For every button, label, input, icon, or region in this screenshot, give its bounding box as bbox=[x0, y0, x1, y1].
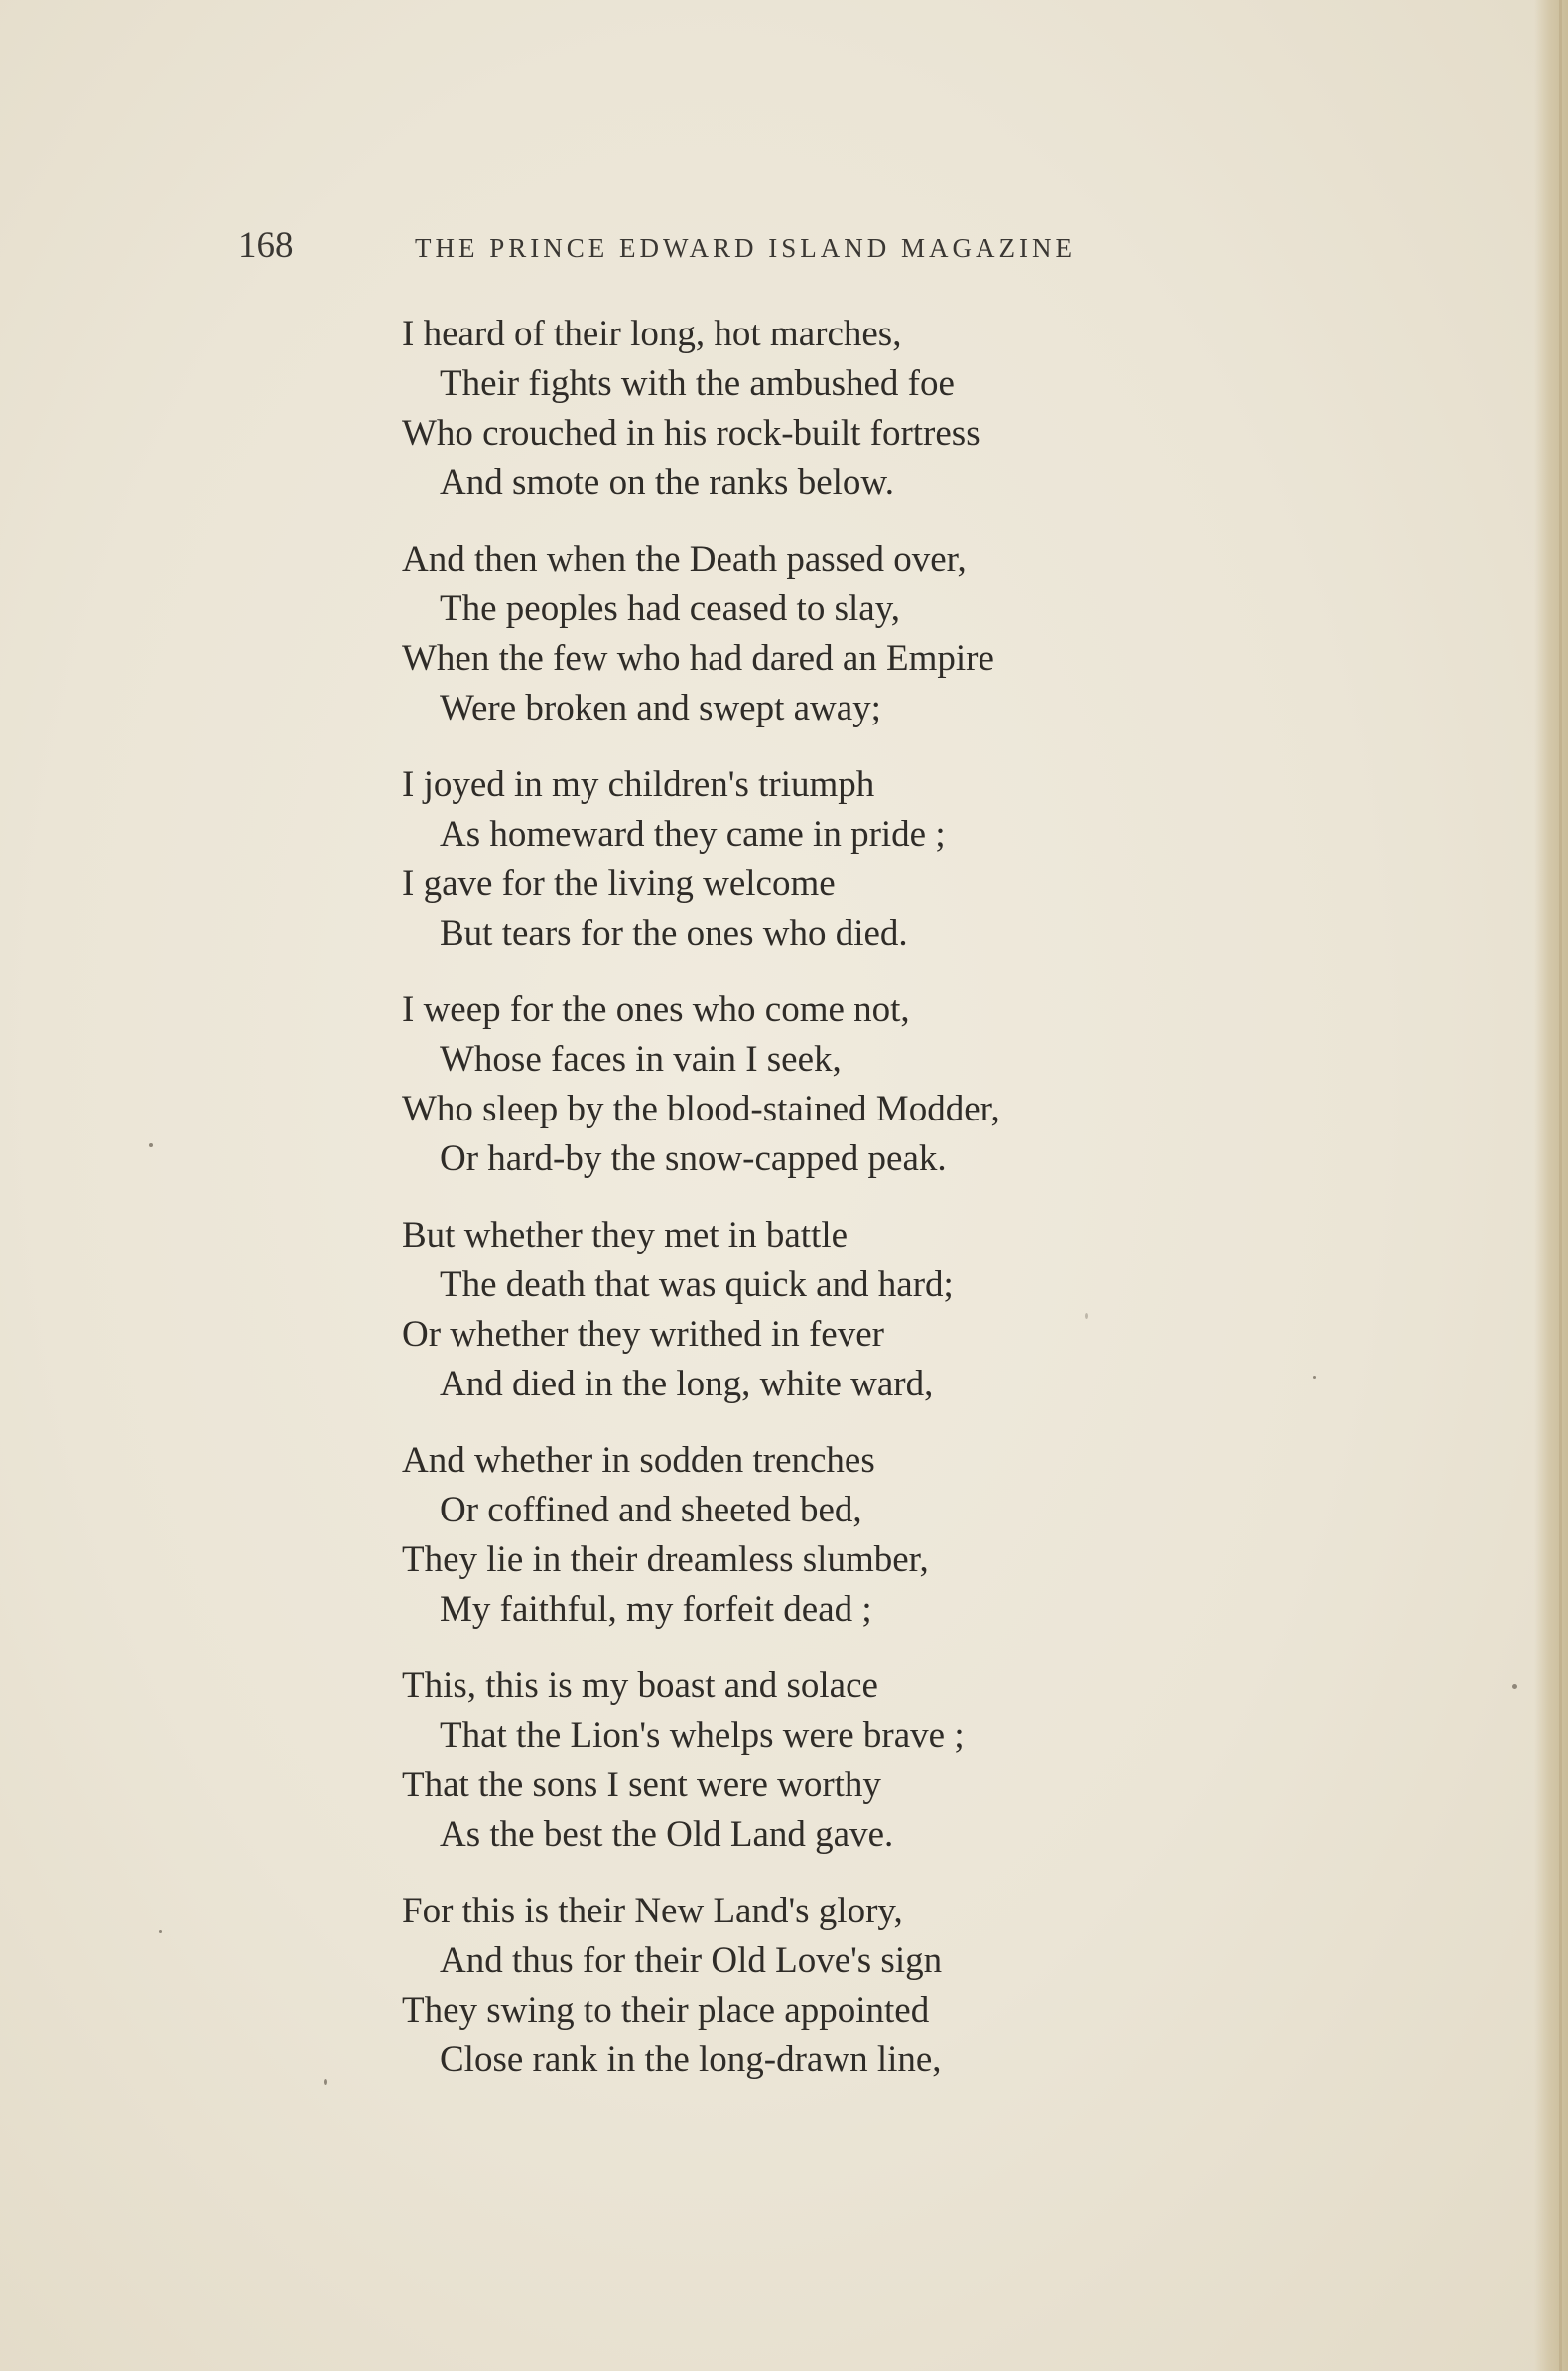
poem-line: And then when the Death passed over, bbox=[402, 539, 967, 580]
poem-line: This, this is my boast and solace bbox=[402, 1665, 878, 1706]
poem-line: Who crouched in his rock-built fortress bbox=[402, 413, 980, 454]
page-edge-line bbox=[1559, 0, 1562, 2371]
stanza-3 bbox=[402, 760, 1275, 959]
poem-line: And whether in sodden trenches bbox=[402, 1440, 875, 1481]
poem-line: Their fights with the ambushed foe bbox=[440, 363, 955, 404]
poem-line: Or hard-by the snow-capped peak. bbox=[440, 1138, 947, 1179]
paper-speck bbox=[149, 1143, 153, 1147]
poem-line: They lie in their dreamless slumber, bbox=[402, 1539, 929, 1580]
poem-line: Who sleep by the blood-stained Modder, bbox=[402, 1089, 1000, 1129]
poem-line: As homeward they came in pride ; bbox=[440, 814, 946, 855]
poem-line: Whose faces in vain I seek, bbox=[440, 1039, 842, 1080]
poem-line: That the sons I sent were worthy bbox=[402, 1765, 881, 1805]
paper-speck bbox=[159, 1930, 162, 1933]
poem-line: Or whether they writhed in fever bbox=[402, 1314, 884, 1355]
poem-line: And died in the long, white ward, bbox=[440, 1364, 934, 1404]
poem-line: They swing to their place appointed bbox=[402, 1990, 930, 2031]
poem-line: I weep for the ones who come not, bbox=[402, 989, 910, 1030]
paper-speck bbox=[324, 2079, 327, 2085]
poem-line: And thus for their Old Love's sign bbox=[440, 1940, 943, 1981]
stanza-7 bbox=[402, 1661, 1275, 1860]
page-number: 168 bbox=[238, 225, 294, 266]
stanza-1 bbox=[402, 310, 1275, 508]
running-head bbox=[238, 220, 1231, 272]
poem-line: That the Lion's whelps were brave ; bbox=[440, 1715, 965, 1756]
paper-speck bbox=[1313, 1376, 1316, 1379]
page-edge-shadow bbox=[1534, 0, 1568, 2371]
poem-line: The peoples had ceased to slay, bbox=[440, 589, 901, 629]
paper-speck bbox=[1085, 1313, 1088, 1319]
poem-line: Close rank in the long-drawn line, bbox=[440, 2040, 942, 2080]
stanza-5 bbox=[402, 1211, 1275, 1409]
magazine-title: THE PRINCE EDWARD ISLAND MAGAZINE bbox=[415, 233, 1076, 263]
poem-line: I joyed in my children's triumph bbox=[402, 764, 875, 805]
stanza-4 bbox=[402, 986, 1275, 1184]
poem-line: As the best the Old Land gave. bbox=[440, 1814, 894, 1855]
stanza-8 bbox=[402, 1887, 1275, 2085]
poem-line: But whether they met in battle bbox=[402, 1215, 849, 1255]
poem-line: I gave for the living welcome bbox=[402, 863, 836, 904]
poem-line: Or coffined and sheeted bed, bbox=[440, 1490, 862, 1530]
paper-speck bbox=[1512, 1684, 1517, 1689]
poem-line: The death that was quick and hard; bbox=[440, 1264, 954, 1305]
stanza-2 bbox=[402, 535, 1275, 733]
stanza-6 bbox=[402, 1436, 1275, 1635]
poem-line: But tears for the ones who died. bbox=[440, 913, 908, 954]
poem bbox=[402, 310, 1275, 2096]
poem-line: I heard of their long, hot marches, bbox=[402, 314, 902, 354]
poem-line: My faithful, my forfeit dead ; bbox=[440, 1589, 872, 1630]
poem-line: Were broken and swept away; bbox=[440, 688, 881, 728]
poem-line: When the few who had dared an Empire bbox=[402, 638, 994, 679]
poem-line: And smote on the ranks below. bbox=[440, 462, 894, 503]
poem-line: For this is their New Land's glory, bbox=[402, 1891, 903, 1931]
